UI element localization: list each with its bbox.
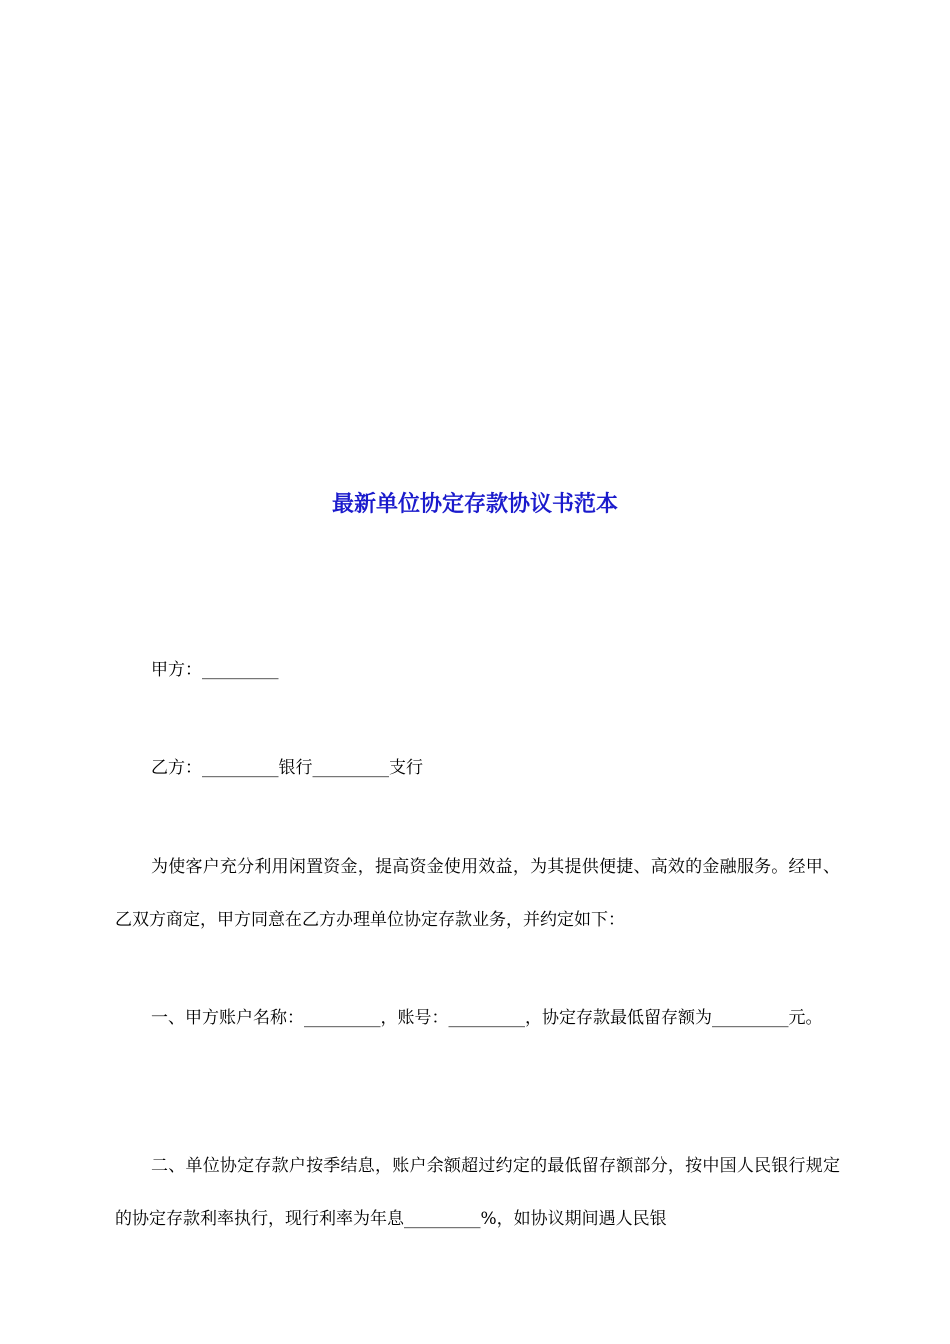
party-b-line: 乙方：_________银行_________支行 xyxy=(151,758,423,778)
document-title: 最新单位协定存款协议书范本 xyxy=(331,491,618,517)
intro-paragraph: 为使客户充分利用闲置资金，提高资金使用效益，为其提供便捷、高效的金融服务。经甲、乙双方商定，甲方同意在乙方办理单位协定存款业务，并约定如下： xyxy=(115,857,840,930)
party-a-line: 甲方：_________ xyxy=(151,660,279,680)
clause-1-paragraph: 一、甲方账户名称：_________，账号：_________，协定存款最低留存额为_________元。 xyxy=(151,1008,823,1028)
clause-2-paragraph: 二、单位协定存款户按季结息，账户余额超过约定的最低留存额部分，按中国人民银行规定的协定存款利率执行，现行利率为年息_________%，如协议期间遇人民银 xyxy=(115,1156,840,1229)
